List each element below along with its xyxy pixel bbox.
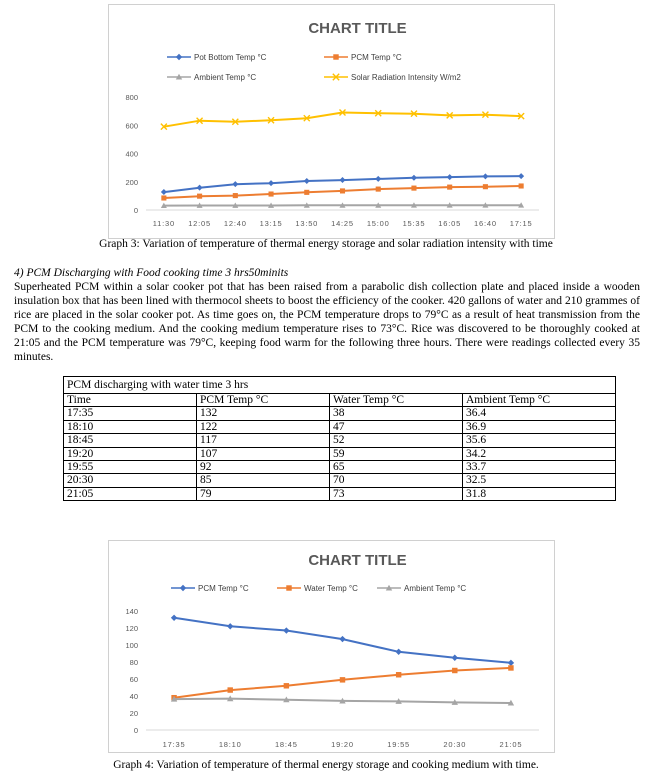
x-tick-label: 20:30 [443,740,467,749]
graph-4-caption: Graph 4: Variation of temperature of thermal energy storage and cooking medium with time. [113,759,539,771]
table-cell: 32.5 [463,474,616,487]
table-cell: 19:55 [64,461,197,474]
table-cell: 47 [330,420,463,433]
data-point [508,665,513,670]
table-cell: PCM Temp °C [197,394,330,407]
data-point [483,184,488,189]
data-point [197,185,203,191]
data-point [519,183,524,188]
legend-label: Water Temp °C [304,584,358,593]
table-caption-row [64,377,616,394]
table-cell: 20:30 [64,474,197,487]
data-point [333,54,338,59]
x-tick-label: 18:10 [218,740,242,749]
pcm-discharging-table [63,376,616,501]
x-tick-label: 16:40 [474,219,497,228]
table-cell: 18:45 [64,434,197,447]
y-tick-label: 120 [125,624,138,633]
graph-4-svg [109,541,554,752]
y-tick-label: 0 [133,726,138,735]
table-cell: 19:20 [64,447,197,460]
data-point [233,193,238,198]
data-point [268,191,273,196]
x-tick-label: 19:55 [387,740,411,749]
data-point [176,54,182,60]
graph-4-chart [108,540,555,753]
x-tick-label: 13:50 [295,219,319,228]
x-tick-label: 15:00 [366,219,390,228]
table-row [64,434,616,447]
data-point [284,683,289,688]
data-point [452,668,457,673]
table-cell: Time [64,394,197,407]
data-point [518,173,524,179]
y-tick-label: 140 [125,607,138,616]
data-point [482,173,488,179]
table-cell: 92 [197,461,330,474]
data-point [340,188,345,193]
chart-title: CHART TITLE [308,20,407,37]
data-point [508,660,514,666]
legend-label: Ambient Temp °C [194,73,257,82]
data-point [447,174,453,180]
table-cell: 65 [330,461,463,474]
data-point [304,178,310,184]
series-line [174,668,511,698]
data-point [180,585,186,591]
table-cell: 31.8 [463,487,616,500]
table-row [64,447,616,460]
data-point [171,615,177,621]
x-tick-label: 12:40 [223,219,247,228]
series-line [164,113,521,127]
table-cell: 70 [330,474,463,487]
data-point [395,649,401,655]
data-point [375,176,381,182]
table-cell: 33.7 [463,461,616,474]
data-point [339,636,345,642]
y-tick-label: 40 [129,692,138,701]
data-point [232,181,238,187]
table-caption: PCM discharging with water time 3 hrs [64,377,616,394]
legend-label: Pot Bottom Temp °C [194,53,267,62]
table-cell: 85 [197,474,330,487]
table-row [64,407,616,420]
table-row [64,420,616,433]
x-tick-label: 11:30 [152,219,175,228]
data-point [227,687,232,692]
table-cell: Water Temp °C [330,394,463,407]
y-tick-label: 800 [125,93,138,102]
table-cell: 52 [330,434,463,447]
y-tick-label: 100 [125,641,138,650]
data-point [411,175,417,181]
y-tick-label: 400 [125,149,138,159]
x-tick-label: 14:25 [331,219,354,228]
section-heading: 4) PCM Discharging with Food cooking time 3 hrs50minits [14,267,289,279]
table-cell: Ambient Temp °C [463,394,616,407]
y-tick-label: 60 [129,675,138,684]
table-cell: 122 [197,420,330,433]
table-row [64,487,616,500]
table-cell: 35.6 [463,434,616,447]
data-point [340,177,346,183]
graph-3-svg [109,5,554,238]
data-point [376,187,381,192]
table-cell: 17:35 [64,407,197,420]
x-tick-label: 19:20 [331,740,354,749]
body-paragraph: Superheated PCM within a solar cooker pot that has been raised from a parabolic dish collection plate and placed inside a wooden insulation box that has been lined with thermocol sheets to boost the efficiency of the cooker. 420 gallons of water and 210 grammes of rice are placed in the solar cooker pot. As time goes on, the PCM temperature drops to 79°C as a result of heat transmission from the PCM to the cooking medium. And the cooking medium temperature rises to 73°C. Rice was discovered to be thoroughly cooked at 21:05 and the PCM temperature was 79°C, keeping food warm for the following three hours. There were readings collected every 35 minutes. [14,281,640,364]
data-point [396,672,401,677]
legend-label: PCM Temp °C [351,53,402,62]
x-tick-label: 18:45 [274,740,298,749]
table-header-row [64,394,616,407]
table-cell: 132 [197,407,330,420]
table-cell: 79 [197,487,330,500]
data-point [161,195,166,200]
data-point [304,190,309,195]
graph-3-chart [108,4,555,239]
data-point [227,623,233,629]
x-tick-label: 17:35 [162,740,186,749]
data-point [161,189,167,195]
table-cell: 18:10 [64,420,197,433]
data-point [452,655,458,661]
legend-label: PCM Temp °C [198,584,249,593]
data-point [283,627,289,633]
y-tick-label: 20 [129,709,138,718]
x-tick-label: 13:15 [259,219,283,228]
table-row [64,474,616,487]
y-tick-label: 0 [133,206,138,215]
data-point [447,185,452,190]
data-point [286,585,291,590]
x-tick-label: 17:15 [509,219,533,228]
table-cell: 36.4 [463,407,616,420]
y-tick-label: 600 [125,121,138,131]
y-tick-label: 200 [125,177,138,187]
table-cell: 21:05 [64,487,197,500]
x-tick-label: 15:35 [402,219,426,228]
table-cell: 59 [330,447,463,460]
data-point [411,186,416,191]
legend-label: Ambient Temp °C [404,584,467,593]
data-point [197,194,202,199]
graph-3-caption: Graph 3: Variation of temperature of thermal energy storage and solar radiation intensity with time [99,238,553,250]
table-cell: 117 [197,434,330,447]
chart-title: CHART TITLE [308,552,407,569]
x-tick-label: 21:05 [499,740,523,749]
table-cell: 34.2 [463,447,616,460]
y-tick-label: 80 [129,658,138,667]
table-row [64,461,616,474]
data-point [268,180,274,186]
table-cell: 38 [330,407,463,420]
table-cell: 36.9 [463,420,616,433]
data-point [340,677,345,682]
table-cell: 73 [330,487,463,500]
legend-label: Solar Radiation Intensity W/m2 [351,73,461,82]
x-tick-label: 16:05 [438,219,462,228]
x-tick-label: 12:05 [188,219,211,228]
table-cell: 107 [197,447,330,460]
